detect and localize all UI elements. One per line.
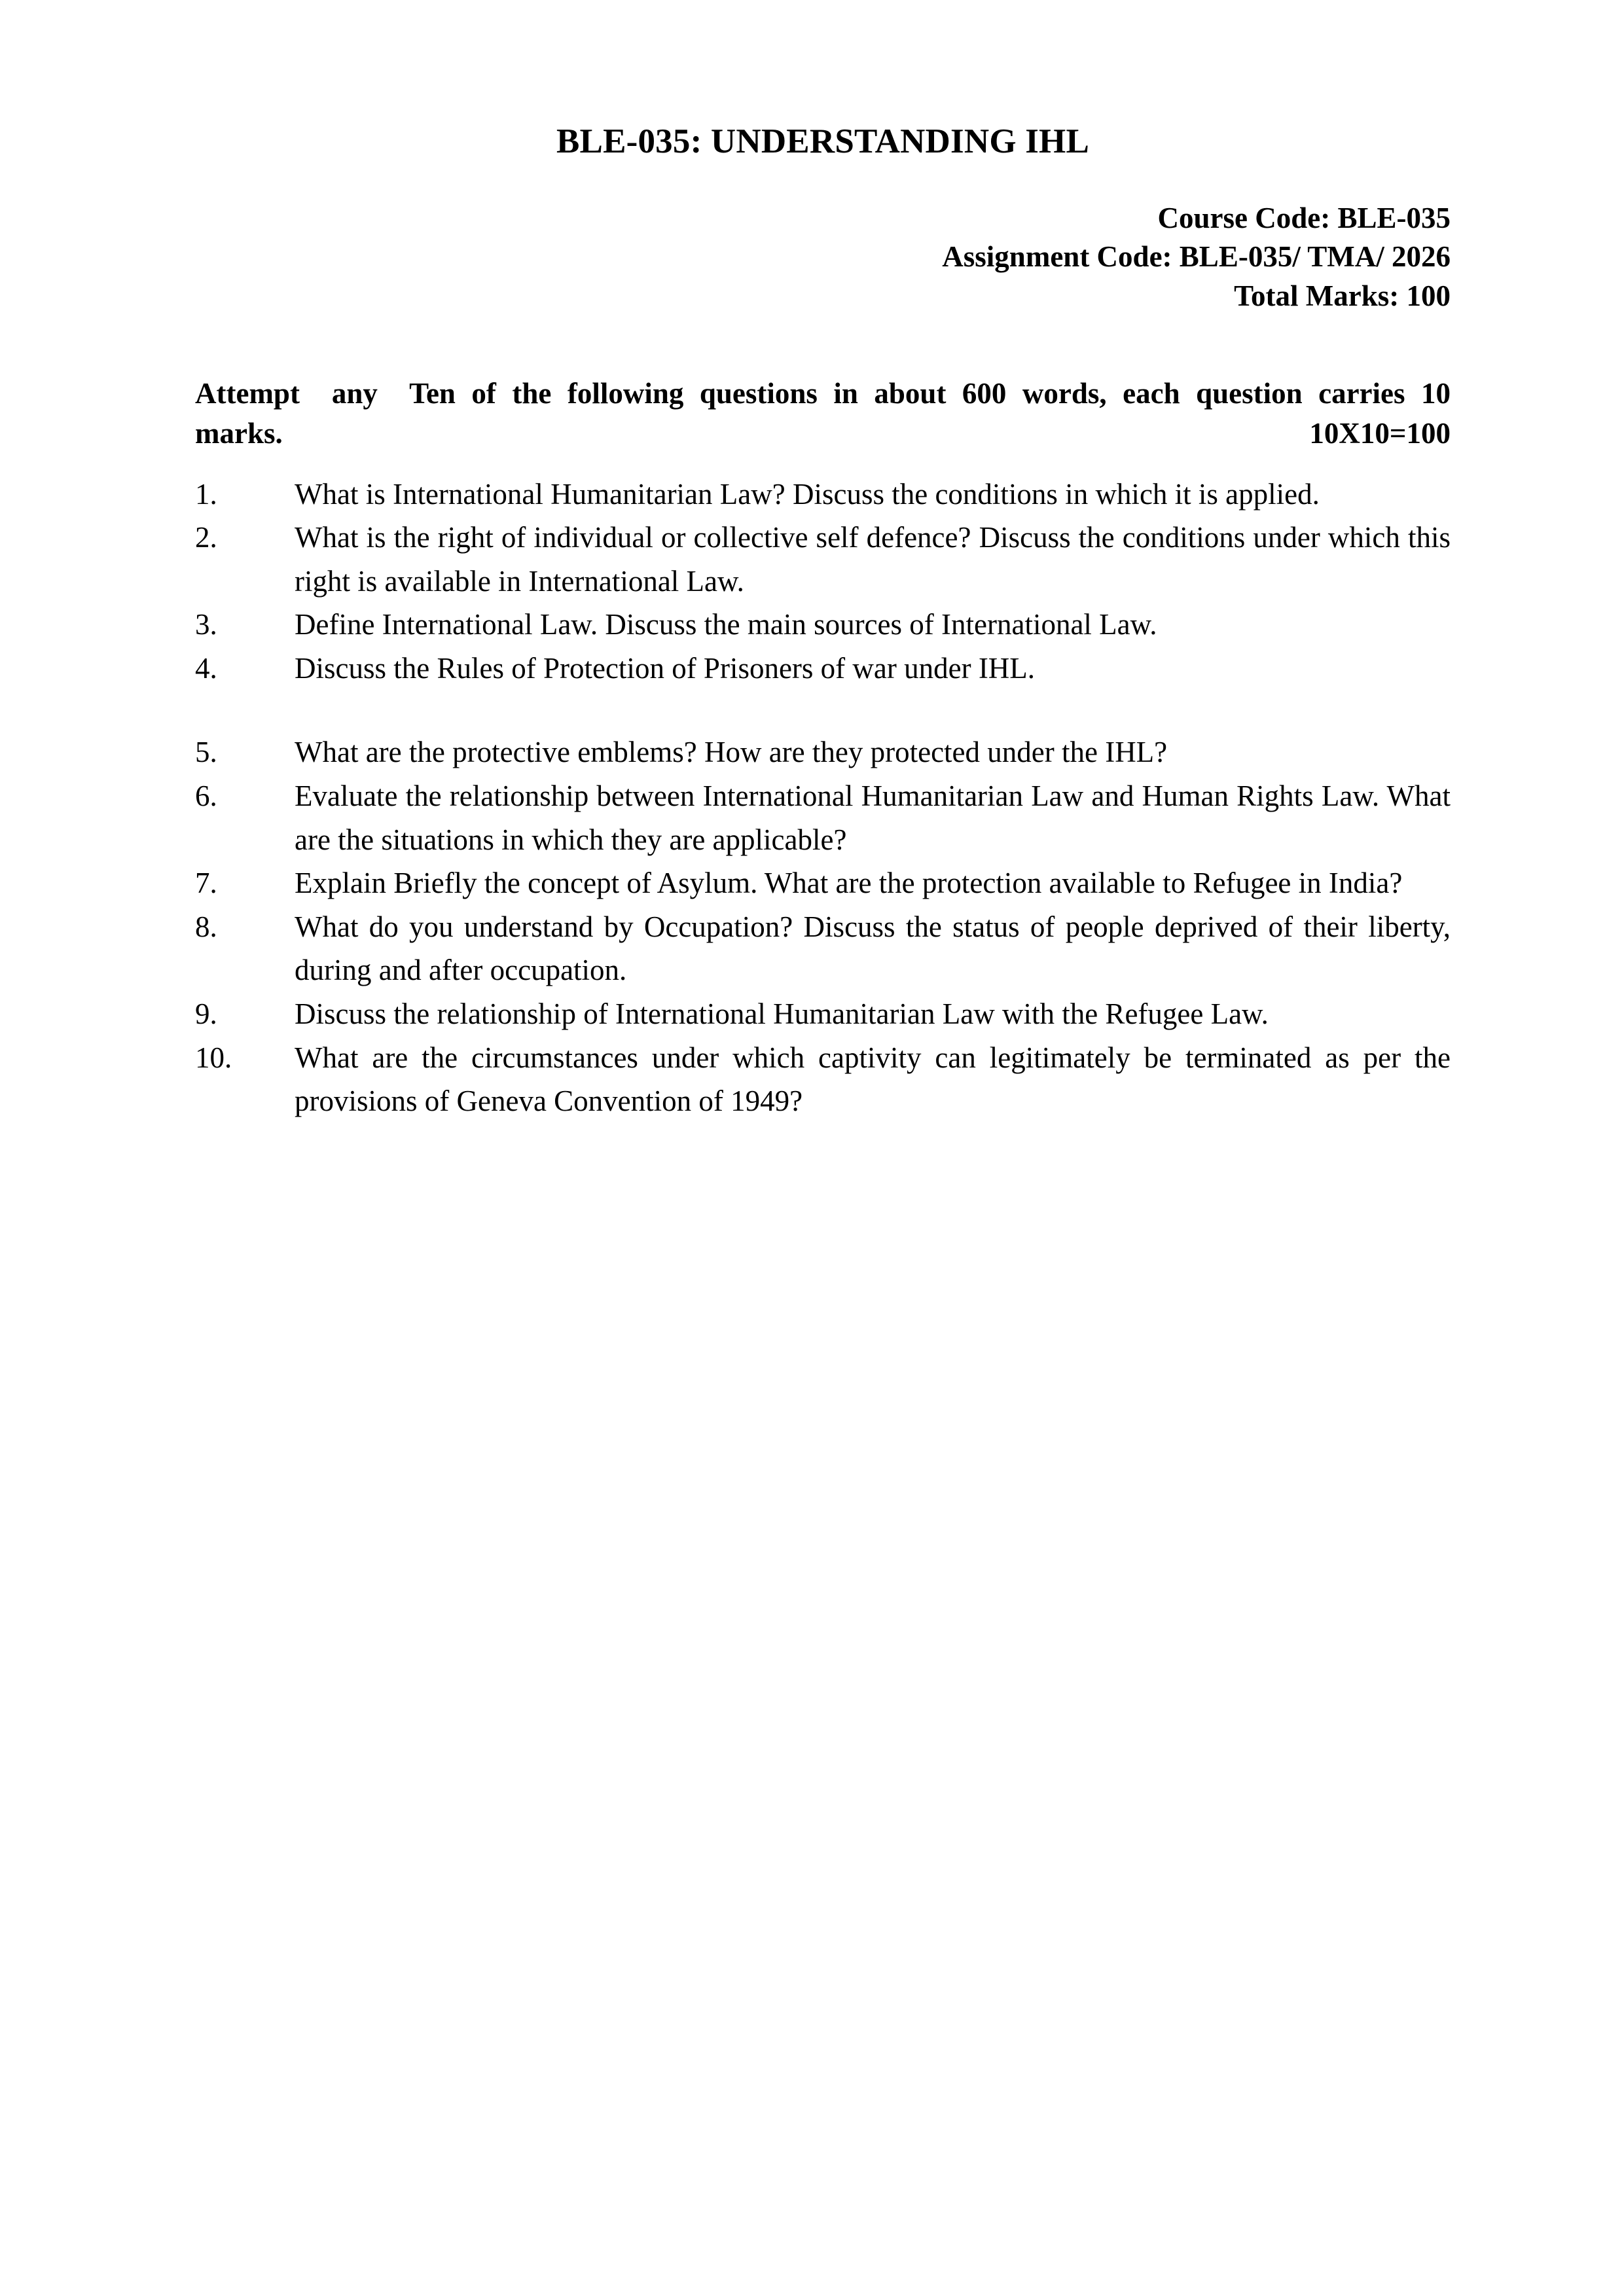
page-title: BLE-035: UNDERSTANDING IHL xyxy=(556,122,1090,160)
question-item-9 xyxy=(195,992,1451,1036)
question-item-8 xyxy=(195,905,1451,992)
page-content xyxy=(195,0,1451,1123)
assignment-code: Assignment Code: BLE-035/ TMA/ 2026 xyxy=(942,240,1451,274)
question-text-7: Explain Briefly the concept of Asylum. What are the protection available to Refugee in India? xyxy=(295,867,1403,900)
question-text-3: Define International Law. Discuss the main sources of International Law. xyxy=(295,608,1157,641)
question-number-5: 5. xyxy=(195,736,217,769)
question-text-10: What are the circumstances under which captivity can legitimately be terminated as per the provisions of Geneva Convention of 1949? xyxy=(295,1041,1451,1118)
question-number-10: 10. xyxy=(195,1041,232,1074)
question-number-7: 7. xyxy=(195,867,217,900)
question-item-6 xyxy=(195,774,1451,861)
question-text-1: What is International Humanitarian Law? Discuss the conditions in which it is applied. xyxy=(295,477,1320,511)
question-number-2: 2. xyxy=(195,521,217,554)
question-text-4: Discuss the Rules of Protection of Prisoners of war under IHL. xyxy=(295,651,1036,685)
marks-breakdown: 10X10=100 xyxy=(1309,417,1451,450)
course-code: Course Code: BLE-035 xyxy=(1157,201,1451,234)
question-text-6: Evaluate the relationship between International Humanitarian Law and Human Rights Law. What are the situations in which they are applicable? xyxy=(295,780,1451,856)
question-number-6: 6. xyxy=(195,780,217,813)
question-number-8: 8. xyxy=(195,910,217,943)
question-number-1: 1. xyxy=(195,477,217,511)
question-item-4 xyxy=(195,647,1451,691)
question-number-9: 9. xyxy=(195,997,217,1031)
total-marks: Total Marks: 100 xyxy=(1234,279,1451,313)
question-item-10 xyxy=(195,1036,1451,1123)
instruction-line-1: Attempt any Ten of the following questions in about 600 words, each question carries 10 xyxy=(195,377,1451,410)
instruction-line-2 xyxy=(195,414,1451,454)
instruction-marks-word: marks. xyxy=(195,417,283,450)
question-item-3 xyxy=(195,603,1451,647)
question-item-5 xyxy=(195,730,1451,774)
question-number-3: 3. xyxy=(195,608,217,641)
question-item-7 xyxy=(195,861,1451,905)
question-item-1 xyxy=(195,473,1451,516)
question-number-4: 4. xyxy=(195,651,217,685)
assignment-meta-block xyxy=(195,199,1451,317)
question-text-2: What is the right of individual or collective self defence? Discuss the conditions under which this right is available in International Law. xyxy=(295,521,1451,598)
question-item-2 xyxy=(195,516,1451,603)
question-list xyxy=(195,473,1451,1123)
question-text-8: What do you understand by Occupation? Discuss the status of people deprived of their liberty, during and after occupation. xyxy=(295,910,1451,987)
instruction-paragraph xyxy=(195,374,1451,454)
question-text-5: What are the protective emblems? How are they protected under the IHL? xyxy=(295,736,1168,769)
question-text-9: Discuss the relationship of International Humanitarian Law with the Refugee Law. xyxy=(295,997,1269,1031)
